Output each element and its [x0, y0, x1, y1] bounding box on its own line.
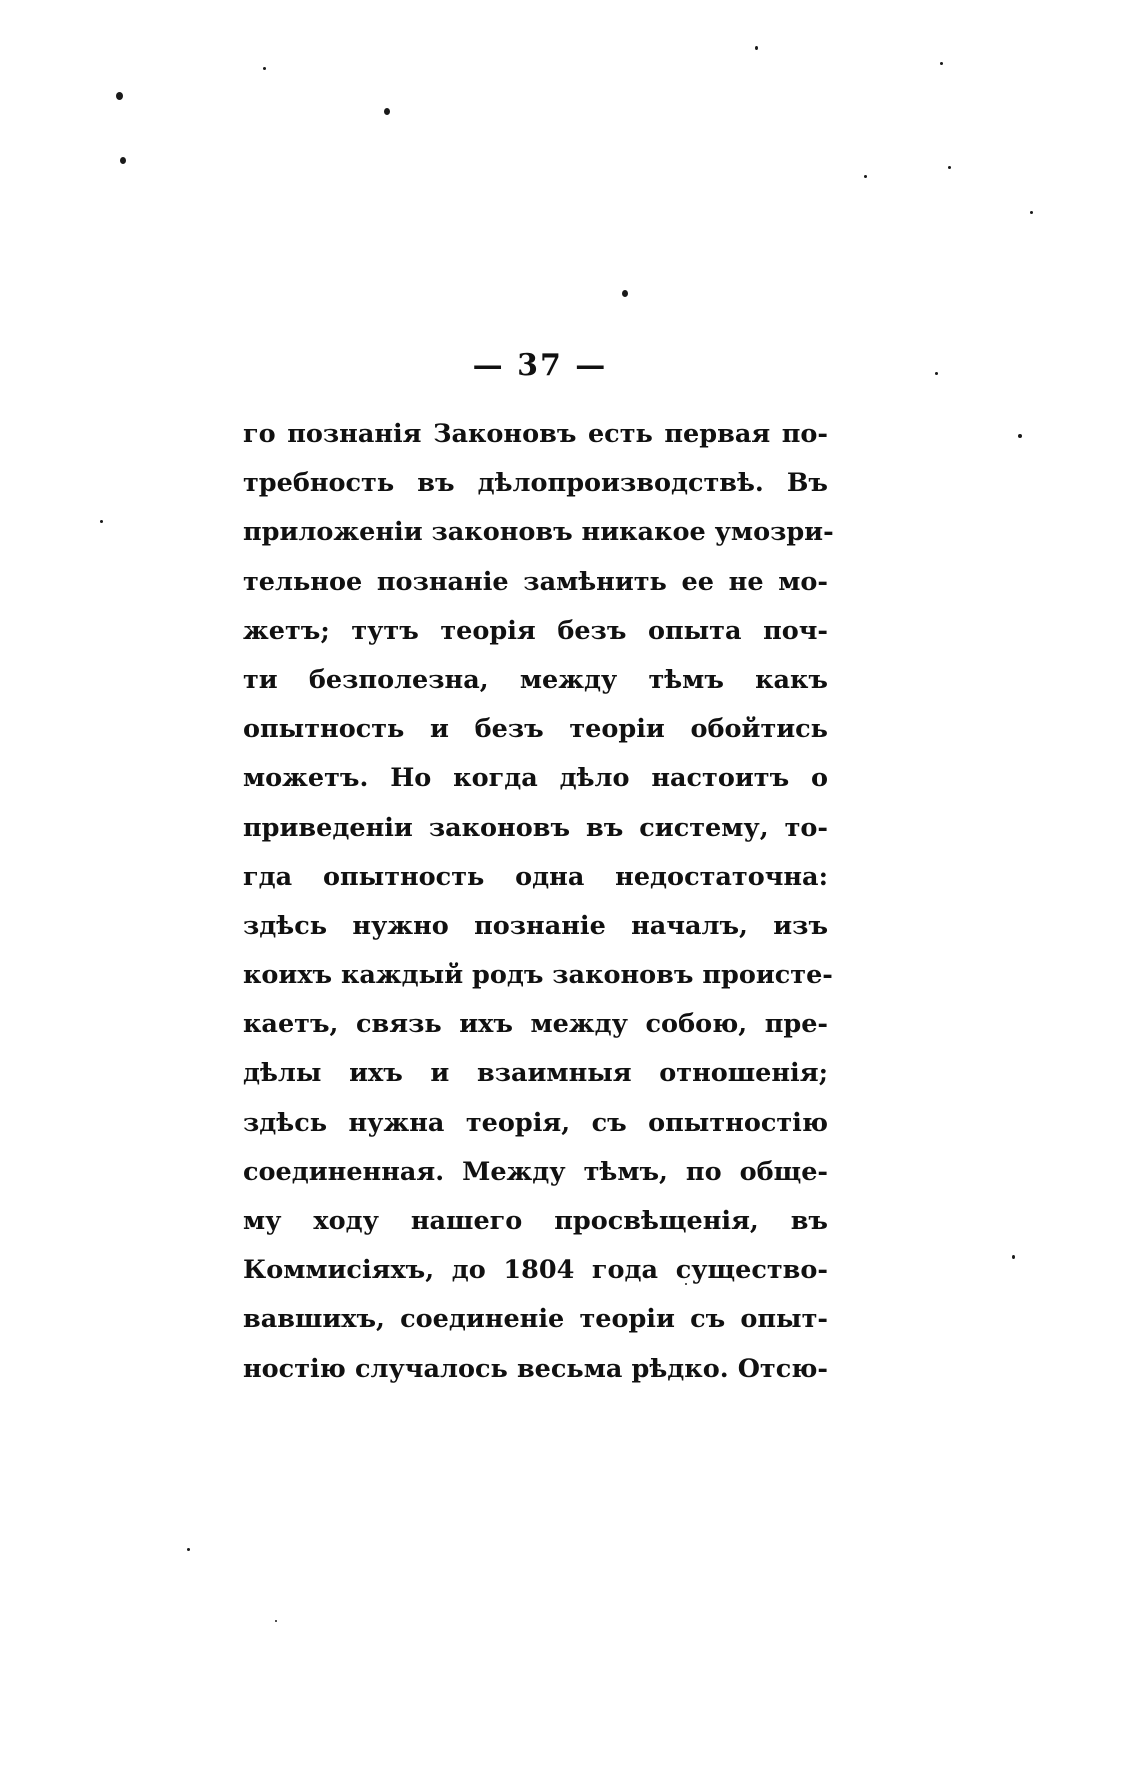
text-line: коихъ каждый родъ законовъ проистe-: [243, 960, 833, 991]
scan-speck: [755, 46, 758, 50]
scan-speck: [116, 92, 123, 100]
text-line: каетъ, связь ихъ между собою, пре-: [243, 1009, 828, 1040]
text-line: опытность и безъ теоріи обойтись: [243, 714, 828, 745]
text-line: дѣлы ихъ и взаимныя отношенія;: [243, 1058, 828, 1089]
text-line: здѣсь нужна теорія, съ опытностію: [243, 1107, 828, 1138]
text-line: вавшихъ, соединеніе теоріи съ опыт-: [243, 1304, 828, 1335]
scan-speck: [940, 62, 943, 65]
scan-speck: [1030, 211, 1033, 214]
body-text: [243, 410, 834, 1394]
scan-speck: [263, 67, 266, 70]
text-line: му ходу нашего просвѣщенія, въ: [243, 1206, 828, 1236]
text-line: ти безполезна, между тѣмъ какъ: [243, 664, 828, 695]
text-line: гда опытность одна недостаточна:: [243, 861, 828, 892]
text-line: Коммисіяхъ, до 1804 года существо-: [243, 1255, 828, 1286]
scan-speck: [275, 1620, 277, 1622]
scan-speck: [187, 1548, 190, 1551]
text-line: можетъ. Но когда дѣло настоитъ о: [243, 763, 828, 794]
scan-speck: [1012, 1255, 1015, 1259]
text-line: требность въ дѣлопроизводствѣ. Въ: [243, 468, 828, 499]
text-line: приведеніи законовъ въ систему, то-: [243, 812, 828, 843]
text-line: тельное познаніе замѣнить ее не мо-: [243, 566, 828, 597]
text-line: го познанія Законовъ есть первая по-: [243, 419, 828, 449]
scan-speck: [1018, 434, 1022, 438]
text-line: здѣсь нужно познаніе началъ, изъ: [243, 910, 828, 941]
scan-speck: [100, 520, 103, 523]
scan-speck: [120, 157, 126, 164]
scan-speck: [864, 175, 867, 178]
scan-speck: [948, 166, 951, 169]
text-line: соединенная. Между тѣмъ, по обще-: [243, 1156, 828, 1187]
scan-speck: [384, 108, 390, 115]
text-line: приложеніи законовъ никакое умозри-: [243, 517, 834, 548]
text-line: жетъ; тутъ теорія безъ опыта поч-: [243, 615, 828, 646]
text-line: ностію случалось весьма рѣдко. Отсю-: [243, 1353, 828, 1384]
scan-speck: [622, 290, 628, 297]
page-number: — 37 —: [472, 348, 608, 383]
